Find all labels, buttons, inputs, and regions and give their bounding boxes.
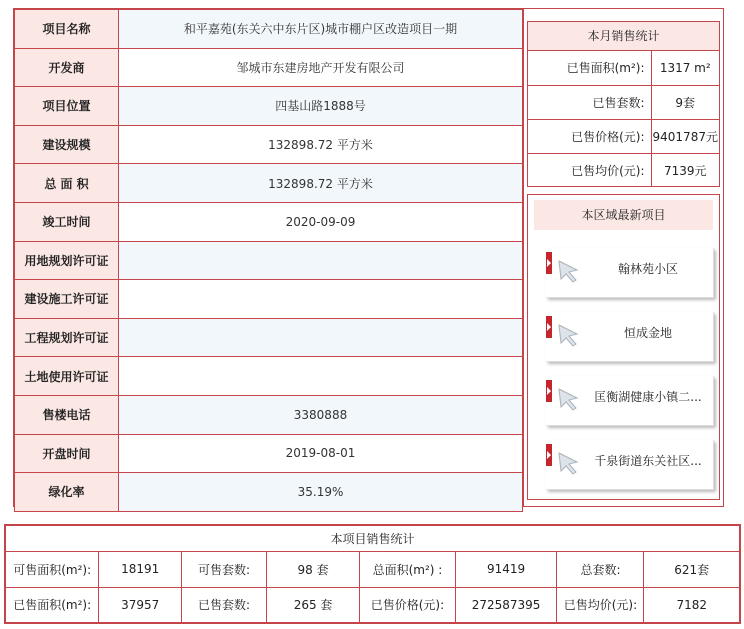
info-label: 用地规划许可证 xyxy=(15,241,119,280)
project-info-panel xyxy=(13,8,524,507)
sales-label: 已售套数: xyxy=(182,587,267,623)
region-project-card[interactable] xyxy=(546,440,714,490)
info-row xyxy=(15,357,523,396)
region-project-card[interactable] xyxy=(546,312,714,362)
project-sales-panel xyxy=(4,524,741,624)
sales-label: 可售面积(m²): xyxy=(6,552,99,588)
monthly-sales-box xyxy=(527,21,720,187)
info-row xyxy=(15,241,523,280)
sales-label: 已售面积(m²): xyxy=(6,587,99,623)
project-info-table xyxy=(14,9,523,512)
region-project-name[interactable]: 翰林苑小区 xyxy=(617,262,678,276)
info-label: 开发商 xyxy=(15,48,119,87)
sales-label: 总面积(m²) : xyxy=(360,552,455,588)
region-new-projects xyxy=(527,194,720,500)
sales-value: 91419 xyxy=(455,552,557,588)
monthly-label: 已售套数: xyxy=(528,85,651,119)
info-value xyxy=(119,318,523,357)
info-label: 建设施工许可证 xyxy=(15,280,119,319)
monthly-value: 9401787元 xyxy=(651,119,719,153)
sales-label: 可售套数: xyxy=(182,552,267,588)
red-tab-icon xyxy=(546,380,552,402)
region-project-card[interactable] xyxy=(546,248,714,298)
info-row xyxy=(15,164,523,203)
info-row xyxy=(15,395,523,434)
info-label: 工程规划许可证 xyxy=(15,318,119,357)
info-label: 项目名称 xyxy=(15,10,119,49)
region-title: 本区域最新项目 xyxy=(534,200,713,230)
info-row xyxy=(15,434,523,473)
info-label: 绿化率 xyxy=(15,473,119,512)
right-column xyxy=(524,8,724,507)
sales-value: 265 套 xyxy=(266,587,359,623)
sales-value: 98 套 xyxy=(266,552,359,588)
sales-value: 621套 xyxy=(644,552,740,588)
sales-label: 已售价格(元): xyxy=(360,587,455,623)
info-value xyxy=(119,280,523,319)
region-project-name[interactable]: 千泉街道东关社区... xyxy=(594,454,702,468)
info-value: 和平嘉苑(东关六中东片区)城市棚户区改造项目一期 xyxy=(119,10,523,49)
info-value xyxy=(119,241,523,280)
project-sales-table xyxy=(5,525,740,623)
sales-label: 已售均价(元): xyxy=(557,587,644,623)
info-value: 邹城市东建房地产开发有限公司 xyxy=(119,48,523,87)
info-row xyxy=(15,280,523,319)
cursor-arrow-icon xyxy=(556,322,582,348)
sales-value: 272587395 xyxy=(455,587,557,623)
project-sales-title: 本项目销售统计 xyxy=(6,526,740,552)
info-value: 四基山路1888号 xyxy=(119,87,523,126)
cursor-arrow-icon xyxy=(556,386,582,412)
cursor-arrow-icon xyxy=(556,258,582,284)
monthly-sales-table xyxy=(528,51,719,187)
info-value: 2019-08-01 xyxy=(119,434,523,473)
info-label: 售楼电话 xyxy=(15,395,119,434)
monthly-value: 9套 xyxy=(651,85,719,119)
region-project-card[interactable] xyxy=(546,376,714,426)
info-label: 开盘时间 xyxy=(15,434,119,473)
monthly-label: 已售面积(m²): xyxy=(566,61,645,76)
sales-label: 总套数: xyxy=(557,552,644,588)
info-value: 132898.72 平方米 xyxy=(119,125,523,164)
info-value: 3380888 xyxy=(119,395,523,434)
region-project-name[interactable]: 匡衡湖健康小镇二... xyxy=(594,390,702,404)
info-label: 竣工时间 xyxy=(15,202,119,241)
monthly-label: 已售均价(元): xyxy=(528,153,651,187)
cursor-arrow-icon xyxy=(556,450,582,476)
info-value: 2020-09-09 xyxy=(119,202,523,241)
region-project-name[interactable]: 恒成金地 xyxy=(623,326,672,340)
info-row xyxy=(15,473,523,512)
info-row xyxy=(15,318,523,357)
info-label: 项目位置 xyxy=(15,87,119,126)
red-tab-icon xyxy=(546,444,552,466)
info-value: 35.19% xyxy=(119,473,523,512)
info-label: 建设规模 xyxy=(15,125,119,164)
info-value: 132898.72 平方米 xyxy=(119,164,523,203)
info-row xyxy=(15,87,523,126)
info-row xyxy=(15,10,523,49)
info-value xyxy=(119,357,523,396)
info-label: 总 面 积 xyxy=(15,164,119,203)
info-row xyxy=(15,125,523,164)
sales-value: 37957 xyxy=(99,587,182,623)
sales-value: 7182 xyxy=(644,587,740,623)
info-row xyxy=(15,202,523,241)
info-row xyxy=(15,48,523,87)
info-label: 土地使用许可证 xyxy=(15,357,119,396)
monthly-sales-title: 本月销售统计 xyxy=(528,22,719,51)
monthly-value: 7139元 xyxy=(651,153,719,187)
sales-value: 18191 xyxy=(99,552,182,588)
red-tab-icon xyxy=(546,252,552,274)
monthly-value: 1317 m² xyxy=(651,51,719,85)
red-tab-icon xyxy=(546,316,552,338)
monthly-label: 已售价格(元): xyxy=(528,119,651,153)
